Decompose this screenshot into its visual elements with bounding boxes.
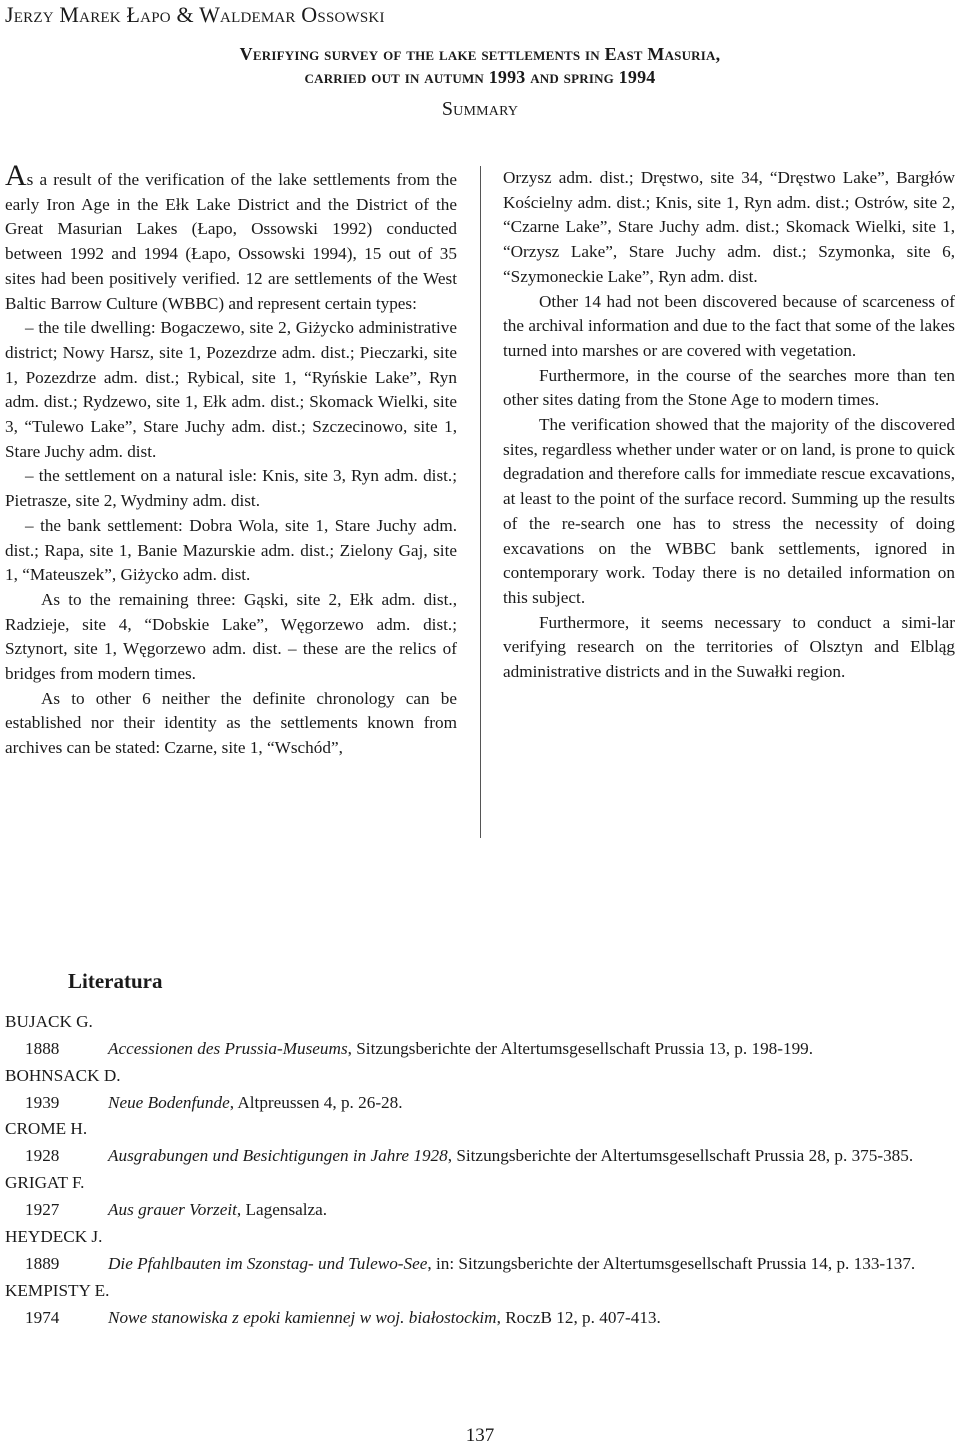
literature-heading: Literatura xyxy=(68,969,163,993)
reference-list xyxy=(5,1010,955,1332)
article-title-line1: Verifying survey of the lake settlements in East Masuria, xyxy=(239,44,721,64)
reference-author: BOHNSACK D. xyxy=(5,1065,121,1085)
reference-title: Ausgrabungen und Besichtigungen in Jahre 1928 xyxy=(108,1146,448,1166)
summary-paragraph: Other 14 had not been discovered because of scarceness of the archival information and due to the fact that some of the lakes turned into marshes or are covered with vegetation. xyxy=(503,291,955,360)
column-divider xyxy=(480,166,481,838)
reference-year: 1927 xyxy=(25,1200,60,1220)
reference-details: , Sitzungsberichte der Altertumsgesellschaft Prussia 28, p. 375-385. xyxy=(447,1146,914,1166)
reference-title: Aus grauer Vorzeit xyxy=(108,1200,237,1220)
reference-author: CROME H. xyxy=(5,1119,88,1139)
reference-year: 1889 xyxy=(25,1253,60,1273)
summary-list-item: – the tile dwelling: Bogaczewo, site 2, Giżycko administrative district; Nowy Harsz, site 1, Pozezdrze adm. dist.; Pieczarki, site 1, Pozezdrze adm. dist.; Rybical, site 1, “Ryńskie Lake”, Ryn adm. dist.; Rydzewo, site 1, Ełk adm. dist.; Skomack Wielki, site 3, “Tulewo Lake”, Stare Juchy adm. dist.; Szczecinowo, site 1, Stare Juchy adm. dist. xyxy=(5,318,457,461)
reference-details: , Altpreussen 4, p. 26-28. xyxy=(229,1092,403,1112)
reference-entry xyxy=(5,1279,955,1331)
reference-author: KEMPISTY E. xyxy=(5,1280,110,1300)
article-title-line2: carried out in autumn 1993 and spring 1994 xyxy=(304,67,656,87)
reference-author: BUJACK G. xyxy=(5,1012,93,1031)
article-authors: Jerzy Marek Łapo & Waldemar Ossowski xyxy=(5,2,385,27)
reference-entry xyxy=(5,1171,955,1223)
reference-year: 1888 xyxy=(25,1039,60,1058)
reference-author: HEYDECK J. xyxy=(5,1226,103,1246)
reference-entry xyxy=(5,1225,955,1277)
reference-title: Accessionen des Prussia-Museums xyxy=(108,1039,348,1058)
reference-text xyxy=(108,1198,955,1223)
reference-title: Neue Bodenfunde xyxy=(108,1092,230,1112)
reference-author: GRIGAT F. xyxy=(5,1173,85,1193)
summary-paragraph: Orzysz adm. dist.; Dręstwo, site 34, “Dręstwo Lake”, Bargłów Kościelny adm. dist.; Knis, site 1, Ryn adm. dist.; Ostrów, site 2, “Czarne Lake”, Stare Juchy adm. dist.; Skomack Wielki, site 1, “Orzysz Lake”, Stare Juchy adm. dist.; Szymonka, site 6, “Szymoneckie Lake”, Ryn adm. dist. xyxy=(503,168,955,286)
reference-year: 1928 xyxy=(25,1146,60,1166)
summary-paragraph-text: s a result of the verification of the lake settlements from the early Iron Age in the Ełk Lake District and the District of the Great Masurian Lakes (Łapo, Ossowski 1992) conducted between 1992 and 1994 (Łapo, Ossowski 1994), 15 out of 35 sites had been positively verified. 12 are settlements of the West Baltic Barrow Culture (WBBC) and represent certain types: xyxy=(5,170,457,313)
reference-text xyxy=(108,1306,955,1331)
summary-list-item: – the bank settlement: Dobra Wola, site 1, Stare Juchy adm. dist.; Rapa, site 1, Banie Mazurskie adm. dist.; Zielony Gaj, site 1, “Mateuszek”, Giżycko adm. dist. xyxy=(5,515,457,585)
summary-right-column xyxy=(503,166,955,685)
summary-list-item: – the settlement on a natural isle: Knis, site 3, Ryn adm. dist.; Pietrasze, site 2, Wydminy adm. dist. xyxy=(5,466,457,511)
reference-entry xyxy=(5,1064,955,1116)
reference-text xyxy=(108,1091,955,1116)
reference-title: Nowe stanowiska z epoki kamiennej w woj. białostockim xyxy=(108,1307,497,1327)
reference-text xyxy=(108,1037,955,1062)
reference-title: Die Pfahlbauten im Szonstag- und Tulewo-See xyxy=(108,1253,428,1273)
summary-paragraph xyxy=(5,159,457,316)
drop-cap: A xyxy=(5,159,27,192)
summary-paragraph: As to other 6 neither the definite chronology can be established nor their identity as the settlements known from archives can be stated: Czarne, site 1, “Wschód”, xyxy=(5,688,457,758)
summary-heading: Summary xyxy=(441,98,519,120)
summary-paragraph: The verification showed that the majority of the discovered sites, regardless whether under water or on land, is prone to quick degradation and therefore calls for immediate rescue excavations, at least to the point of the surface record. Summing up the results of the re-search one has to stress the necessity of doing excavations on the WBBC bank settlements, ignored in contemporary work. Today there is no detailed information on this subject. xyxy=(503,415,955,607)
reference-details: , Sitzungsberichte der Altertumsgesellschaft Prussia 13, p. 198-199. xyxy=(347,1039,814,1058)
summary-paragraph: As to the remaining three: Gąski, site 2, Ełk adm. dist., Radzieje, site 4, “Dobskie Lake”, Węgorzewo adm. dist.; Sztynort, site 1, Węgorzewo adm. dist. – these are the relics of bridges from modern times. xyxy=(5,589,457,684)
reference-year: 1974 xyxy=(25,1307,60,1327)
summary-left-column xyxy=(5,159,457,761)
reference-details: , RoczB 12, p. 407-413. xyxy=(496,1307,661,1327)
summary-paragraph: Furthermore, it seems necessary to conduct a simi-lar verifying research on the territories of Olsztyn and Elbląg administrative districts and in the Suwałki region. xyxy=(503,612,955,682)
reference-details: , in: Sitzungsberichte der Altertumsgesellschaft Prussia 14, p. 133-137. xyxy=(427,1253,916,1273)
page-number: 137 xyxy=(465,1425,495,1446)
summary-paragraph: Furthermore, in the course of the searches more than ten other sites dating from the Stone Age to modern times. xyxy=(503,365,955,410)
reference-text xyxy=(108,1144,955,1169)
reference-details: , Lagensalza. xyxy=(236,1200,328,1220)
reference-entry xyxy=(5,1117,955,1169)
reference-year: 1939 xyxy=(25,1092,60,1112)
reference-entry xyxy=(5,1010,955,1062)
reference-text xyxy=(108,1252,955,1277)
